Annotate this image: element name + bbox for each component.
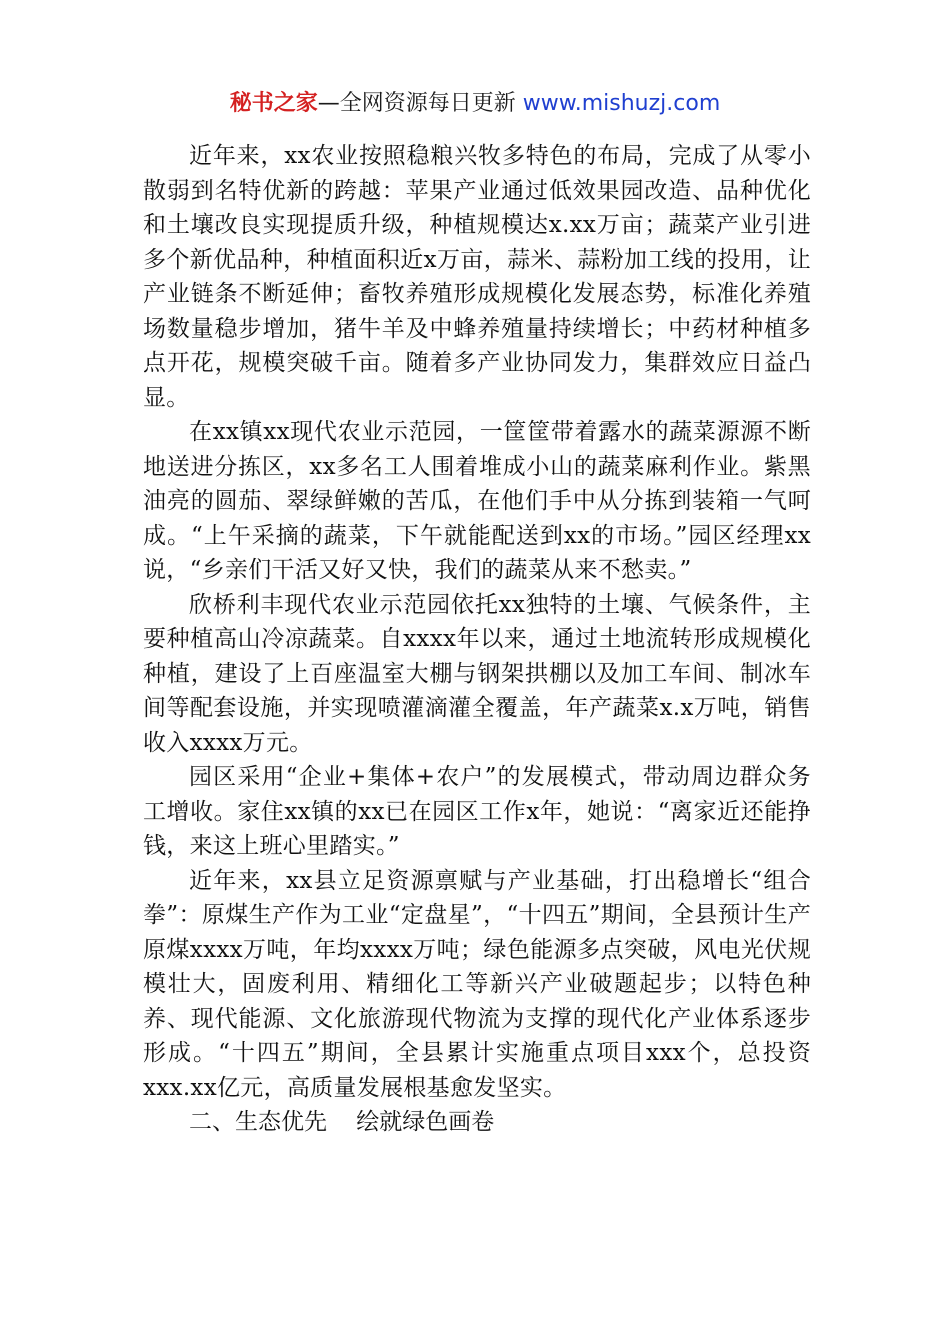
paragraph: 近年来，xx农业按照稳粮兴牧多特色的布局，完成了从零小散弱到名特优新的跨越：苹果产业通过低效果园改造、品种优化和土壤改良实现提质升级，种植规模达x.xx万亩；蔬菜产业引进多个新优品种，种植面积近x万亩，蒜米、蒜粉加工线的投用，让产业链条不断延伸；畜牧养殖形成规模化发展态势，标准化养殖场数量稳步增加，猪牛羊及中蜂养殖量持续增长；中药材种植多点开花，规模突破千亩。随着多产业协同发力，集群效应日益凸显。 bbox=[143, 143, 811, 411]
brand-name: 秘书之家 bbox=[229, 91, 318, 116]
paragraph: 近年来，xx县立足资源禀赋与产业基础，打出稳增长“组合拳”：原煤生产作为工业“定盘星”，“十四五”期间，全县预计生产原煤xxxx万吨，年均xxxx万吨；绿色能源多点突破，风电光伏规模壮大，固废利用、精细化工等新兴产业破题起步；以特色种养、现代能源、文化旅游现代物流为支撑的现代化产业体系逐步形成。“十四五”期间，全县累计实施重点项目xxx个，总投资xxx.xx亿元，高质量发展根基愈发坚实。 bbox=[143, 867, 811, 1101]
paragraph: 欣桥利丰现代农业示范园依托xx独特的土壤、气候条件，主要种植高山冷凉蔬菜。自xxxx年以来，通过土地流转形成规模化种植，建设了上百座温室大棚与钢架拱棚以及加工车间、制冰车间等配套设施，并实现喷灌滴灌全覆盖，年产蔬菜x.x万吨，销售收入xxxx万元。 bbox=[143, 591, 811, 756]
paragraph: 园区采用“企业+集体+农户”的发展模式，带动周边群众务工增收。家住xx镇的xx已在园区工作x年，她说：“离家近还能挣钱，来这上班心里踏实。” bbox=[143, 764, 811, 859]
document-body bbox=[143, 139, 811, 1140]
page-header bbox=[0, 88, 950, 120]
site-url[interactable]: www.mishuzj.com bbox=[522, 91, 721, 116]
header-tagline: —全网资源每日更新 bbox=[317, 91, 516, 116]
section-heading: 二、生态优先 绘就绿色画卷 bbox=[189, 1109, 495, 1135]
paragraph: 在xx镇xx现代农业示范园，一筐筐带着露水的蔬菜源源不断地送进分拣区，xx多名工人围着堆成小山的蔬菜麻利作业。紫黑油亮的圆茄、翠绿鲜嫩的苦瓜，在他们手中从分拣到装箱一气呵成。“上午采摘的蔬菜，下午就能配送到xx的市场。”园区经理xx说，“乡亲们干活又好又快，我们的蔬菜从来不愁卖。” bbox=[143, 419, 811, 583]
